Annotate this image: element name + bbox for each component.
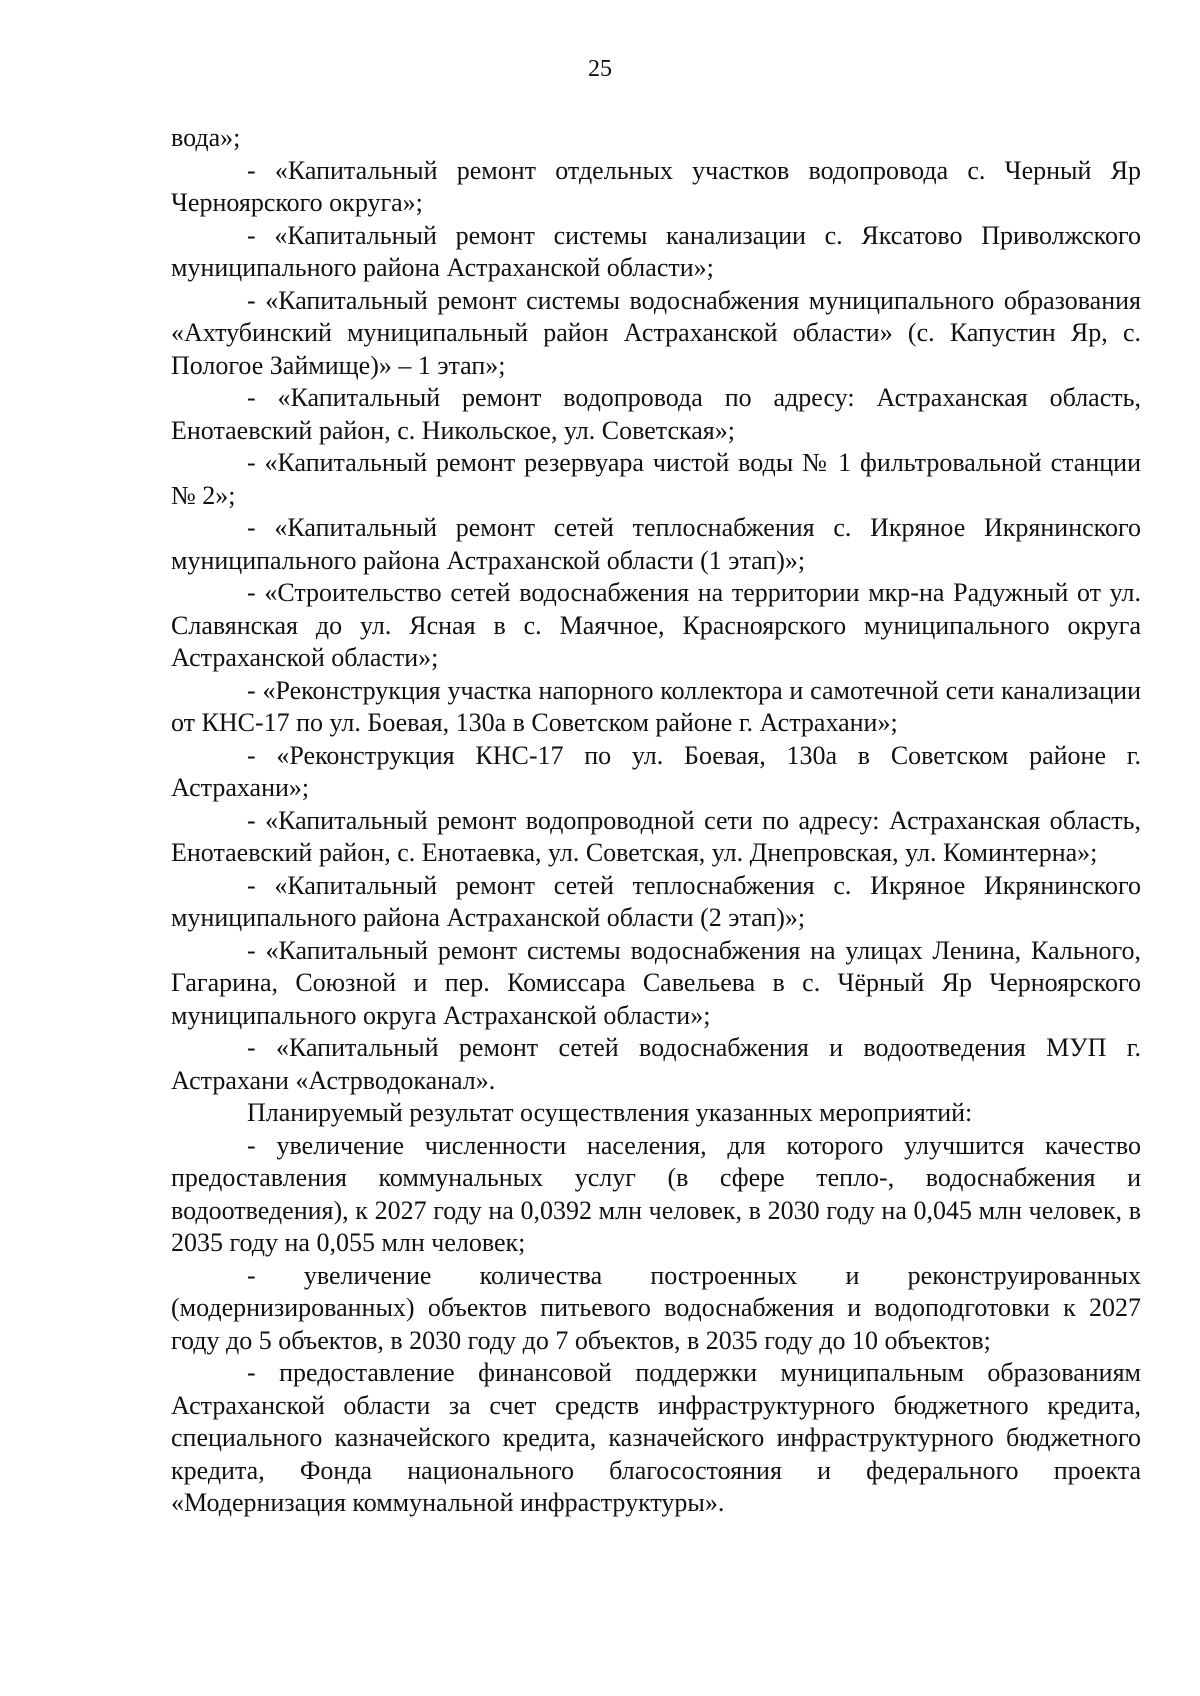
result-item: - увеличение численности населения, для которого улучшится качество предоставления коммунальных услуг (в сфере тепло-, водоснабжения и водоотведения), к 2027 году на 0,0392 млн человек, в 2030 году на 0,045 млн человек, в 2035 году на 0,055 млн человек;: [171, 1130, 1141, 1257]
continuation-text: вода»;: [171, 123, 241, 152]
list-item: - «Реконструкция КНС-17 по ул. Боевая, 130а в Советском районе г. Астрахани»;: [171, 740, 1141, 802]
list-item: - «Реконструкция участка напорного коллектора и самотечной сети канализации от КНС-17 по ул. Боевая, 130а в Советском районе г. Астрахани»;: [171, 675, 1141, 737]
list-item: - «Капитальный ремонт системы канализации с. Яксатово Приволжского муниципального района Астраханской области»;: [171, 220, 1141, 282]
list-item: - «Капитальный ремонт сетей теплоснабжения с. Икряное Икрянинского муниципального района Астраханской области (1 этап)»;: [171, 513, 1141, 575]
page-number: 25: [588, 56, 612, 82]
list-item: - «Капитальный ремонт системы водоснабжения на улицах Ленина, Кального, Гагарина, Союзной и пер. Комиссара Савельева в с. Чёрный Яр Черноярского муниципального округа Астраханской области»;: [171, 935, 1141, 1030]
list-item: - «Капитальный ремонт сетей теплоснабжения с. Икряное Икрянинского муниципального района Астраханской области (2 этап)»;: [171, 870, 1141, 932]
list-item: - «Капитальный ремонт отдельных участков водопровода с. Черный Яр Черноярского округа»;: [171, 155, 1141, 217]
document-body: [171, 122, 1141, 1520]
list-item: - «Капитальный ремонт сетей водоснабжения и водоотведения МУП г. Астрахани «Астрводоканал».: [171, 1033, 1141, 1095]
list-item: - «Капитальный ремонт водопровода по адресу: Астраханская область, Енотаевский район, с. Никольское, ул. Советская»;: [171, 383, 1141, 445]
list-item: - «Капитальный ремонт резервуара чистой воды № 1 фильтровальной станции № 2»;: [171, 448, 1141, 510]
list-item: - «Капитальный ремонт системы водоснабжения муниципального образования «Ахтубинский муниципальный район Астраханской области» (с. Капустин Яр, с. Пологое Займище)» – 1 этап»;: [171, 285, 1141, 380]
list-item: - «Капитальный ремонт водопроводной сети по адресу: Астраханская область, Енотаевский район, с. Енотаевка, ул. Советская, ул. Днепровская, ул. Коминтерна»;: [171, 805, 1141, 867]
result-item: - увеличение количества построенных и реконструированных (модернизированных) объектов питьевого водоснабжения и водоподготовки к 2027 году до 5 объектов, в 2030 году до 7 объектов, в 2035 году до 10 объектов;: [171, 1260, 1141, 1355]
list-item: - «Строительство сетей водоснабжения на территории мкр-на Радужный от ул. Славянская до ул. Ясная в с. Маячное, Красноярского муниципального округа Астраханской области»;: [171, 578, 1141, 672]
result-item: - предоставление финансовой поддержки муниципальным образованиям Астраханской области за счет средств инфраструктурного бюджетного кредита, специального казначейского кредита, казначейского инфраструктурного бюджетного кредита, Фонда национального благосостояния и федерального проекта «Модернизация коммунальной инфраструктуры».: [171, 1358, 1141, 1517]
results-heading: Планируемый результат осуществления указанных мероприятий:: [247, 1098, 973, 1127]
